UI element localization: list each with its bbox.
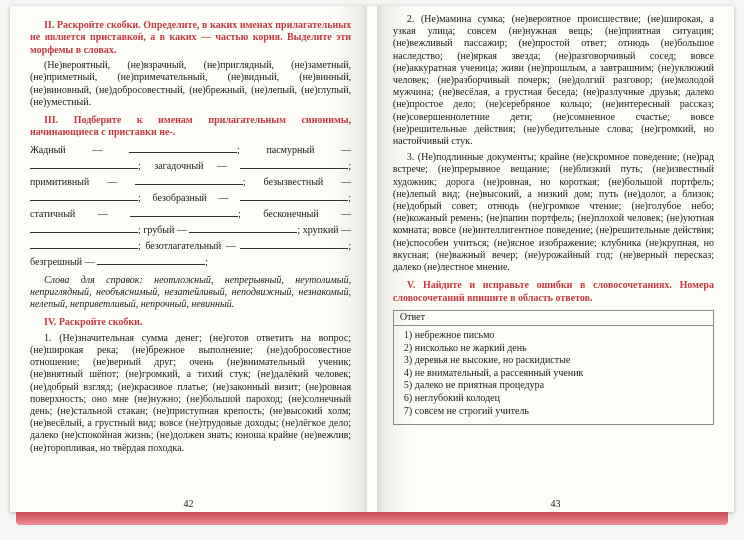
fill-blank <box>30 240 138 249</box>
separator: ; <box>348 160 352 172</box>
reference-label: Слова для справок: <box>44 274 143 286</box>
section-ii-words: (Не)вероятный, (не)взрачный, (не)приглядный, (не)заметный, (не)приметный, (не)примечательный, (не)видный, (не)винный, (не)виновный, (не)добросовестный, (не)брежный, (не)лепый, (не)глупый, (не)уместный. <box>30 60 352 108</box>
fill-item-word: бесконечный <box>263 208 319 220</box>
separator: ; <box>348 192 352 204</box>
book-spread <box>10 6 734 512</box>
dash: — <box>203 160 241 172</box>
page-43 <box>377 6 734 512</box>
reference-words: неотложный, непрерывный, неутолимый, неприглядный, необъяснимый, незатейливый, неподвижный, незнакомый, нелепый, неприветливый, непрочный, невинный. <box>30 274 352 311</box>
separator: ; <box>348 240 352 252</box>
fill-item <box>30 257 208 268</box>
answer-item: 3) деревья не высокие, но раскидистые <box>403 355 571 367</box>
dash: — <box>174 224 190 236</box>
section-ii-heading: II. Раскройте скобки. Определите, в каких именах прилагательных не является приставкой, а в каких — частью корня. Выделите эти морфемы в словах. <box>30 20 352 56</box>
page-42 <box>10 6 367 512</box>
separator: ; <box>238 208 264 220</box>
fill-item-word: Жадный <box>30 144 66 156</box>
page-gutter <box>367 6 377 512</box>
fill-item-word: безызвестный <box>263 176 324 188</box>
fill-blank <box>240 192 348 201</box>
fill-blank <box>30 224 138 233</box>
separator: ; <box>237 144 267 156</box>
exercise-paragraph-2: 2. (Не)мамина сумка; (не)вероятное происшествие; (не)широкая, а узкая улица; совсем (не)нужная вещь; (не)приятная ситуация; (не)вежливый пассажир; (не)простой ответ; отнюдь (не)большое наследство; (не)яркая звезда; (не)разговорчивый сосед; вовсе (не)аккуратная ученица; живи (не)прошлым, а завтрашним; (не)уклюжий человек; (не)разборчивый почерк; (не)долгий разговор; (не)молодой мужчина; (не)весёлая, а грустная беседа; (не)разлучные друзья; далеко (не)простое дело; (не)серебряное кольцо; (не)интересный рассказ; (не)совершеннолетние дети; (не)сомненное счастье; вовсе (не)решительные действия; (не)убедительные слова; (не)громкий, но настойчивый стук. <box>392 14 714 148</box>
fill-item-word: безотлагательный <box>145 240 222 252</box>
dash: — <box>338 224 352 236</box>
dash: — <box>221 240 241 252</box>
page-number-42: 42 <box>183 499 194 510</box>
fill-item-word: пасмурный <box>266 144 315 156</box>
answer-items <box>394 326 713 424</box>
fill-item-word: грубый <box>143 224 175 236</box>
fill-blank <box>189 224 297 233</box>
fill-item-word: безобразный <box>152 192 207 204</box>
fill-item <box>154 161 351 172</box>
dash: — <box>318 208 352 220</box>
dash: — <box>89 176 135 188</box>
fill-blank <box>97 256 205 265</box>
fill-blank <box>30 192 138 201</box>
book-cover-edge <box>16 512 728 525</box>
fill-item-word: примитивный <box>30 176 90 188</box>
dash: — <box>206 192 241 204</box>
section-iv-heading: IV. Раскройте скобки. <box>44 317 143 329</box>
fill-item <box>145 241 351 252</box>
answer-item: 6) неглубокий колодец <box>403 393 500 405</box>
fill-in-exercise <box>30 143 351 271</box>
answer-item: 7) совсем не строгий учитель <box>403 405 529 417</box>
fill-blank <box>30 160 138 169</box>
dash: — <box>65 144 129 156</box>
fill-item <box>30 177 264 188</box>
dash: — <box>82 256 98 268</box>
fill-item-word: безгрешный <box>30 256 83 268</box>
dash: — <box>314 144 352 156</box>
separator: ; <box>242 176 264 188</box>
answer-item: 2) нисколько не жаркий день <box>403 342 527 354</box>
fill-blank <box>135 176 243 185</box>
fill-blank <box>240 160 348 169</box>
separator: ; <box>138 160 155 172</box>
fill-item <box>143 225 302 236</box>
fill-blank <box>240 240 348 249</box>
fill-blank <box>130 208 238 217</box>
separator: ; <box>138 224 144 236</box>
dash: — <box>75 208 131 220</box>
words-for-reference <box>30 275 351 312</box>
fill-item <box>153 193 352 204</box>
exercise-paragraph-3: 3. (Не)подлинные документы; крайне (не)скромное поведение; (не)рад встрече; (не)прерывное вещание; (не)близкий путь; (не)известный художник; дорога (не)ровная, но короткая; (не)большой портфель; (не)лепый вид; (не)высокий, а низкий дом; путь (не)долог, а близок; (не)добрый совет; отнюдь (не)громкое чтение; (не)голубое небо; (не)кожаный ремень; (не)папин портфель; (не)плохой человек; (не)уютная комната; вовсе (не)интеллигентное поведение; (не)решительные действия; (не)способен учиться; (не)ясное изображение; клубника (не)крупная, но вкусная; (не)важный вечер; (не)урожайный год; (не)верный пересказ; далеко (не)лестное мнение. <box>392 152 714 274</box>
answer-item: 4) не внимательный, а рассеянный ученик <box>403 367 584 379</box>
fill-blank <box>129 144 237 153</box>
answer-item: 5) далеко не приятная процедура <box>403 380 545 392</box>
dash: — <box>323 176 352 188</box>
section-iii-heading: III. Подберите к именам прилагательным синонимы, начинающиеся с приставки не-. <box>30 115 352 139</box>
separator: ; <box>297 224 303 236</box>
answer-item: 1) небрежное письмо <box>403 330 495 342</box>
fill-item <box>30 209 263 220</box>
page-number-43: 43 <box>550 499 561 510</box>
answer-label: Ответ <box>394 311 713 326</box>
fill-item <box>30 145 266 156</box>
fill-item-word: статичный <box>30 208 76 220</box>
fill-item-word: хрупкий <box>302 224 339 236</box>
section-iv-text: 1. (Не)значительная сумма денег; (не)готов ответить на вопрос; (не)широкая река; (не)брежное выполнение; (не)добросовестное отношение; (не)верный друг; очень (не)внимательный ученик; (не)внятный шёпот; (не)громкий, а тихий стук; (не)далёкий человек; (не)добрый взгляд; (не)красивое платье; (не)законный визит; (не)ровная поверхность; оно мне (не)нужно; (не)большой пароход; (не)солнечный день; (не)стальной стакан; (не)приступная крепость; (не)высокий холм; (не)весёлый, а грустный вид; вовсе (не)трудовые доходы; (не)лёгкое дело; далеко (не)спокойная жизнь; (не)должен знать; юноша крайне (не)вежлив; (не)торопливая, но твёрдая походка. <box>30 332 352 454</box>
section-v-heading: V. Найдите и исправьте ошибки в словосочетаниях. Номера словосочетаний впишите в область ответов. <box>392 280 714 304</box>
separator: ; <box>138 240 146 252</box>
answer-box <box>393 310 714 425</box>
separator: ; <box>205 256 208 268</box>
separator: ; <box>138 192 153 204</box>
fill-item-word: загадочный <box>154 160 204 172</box>
